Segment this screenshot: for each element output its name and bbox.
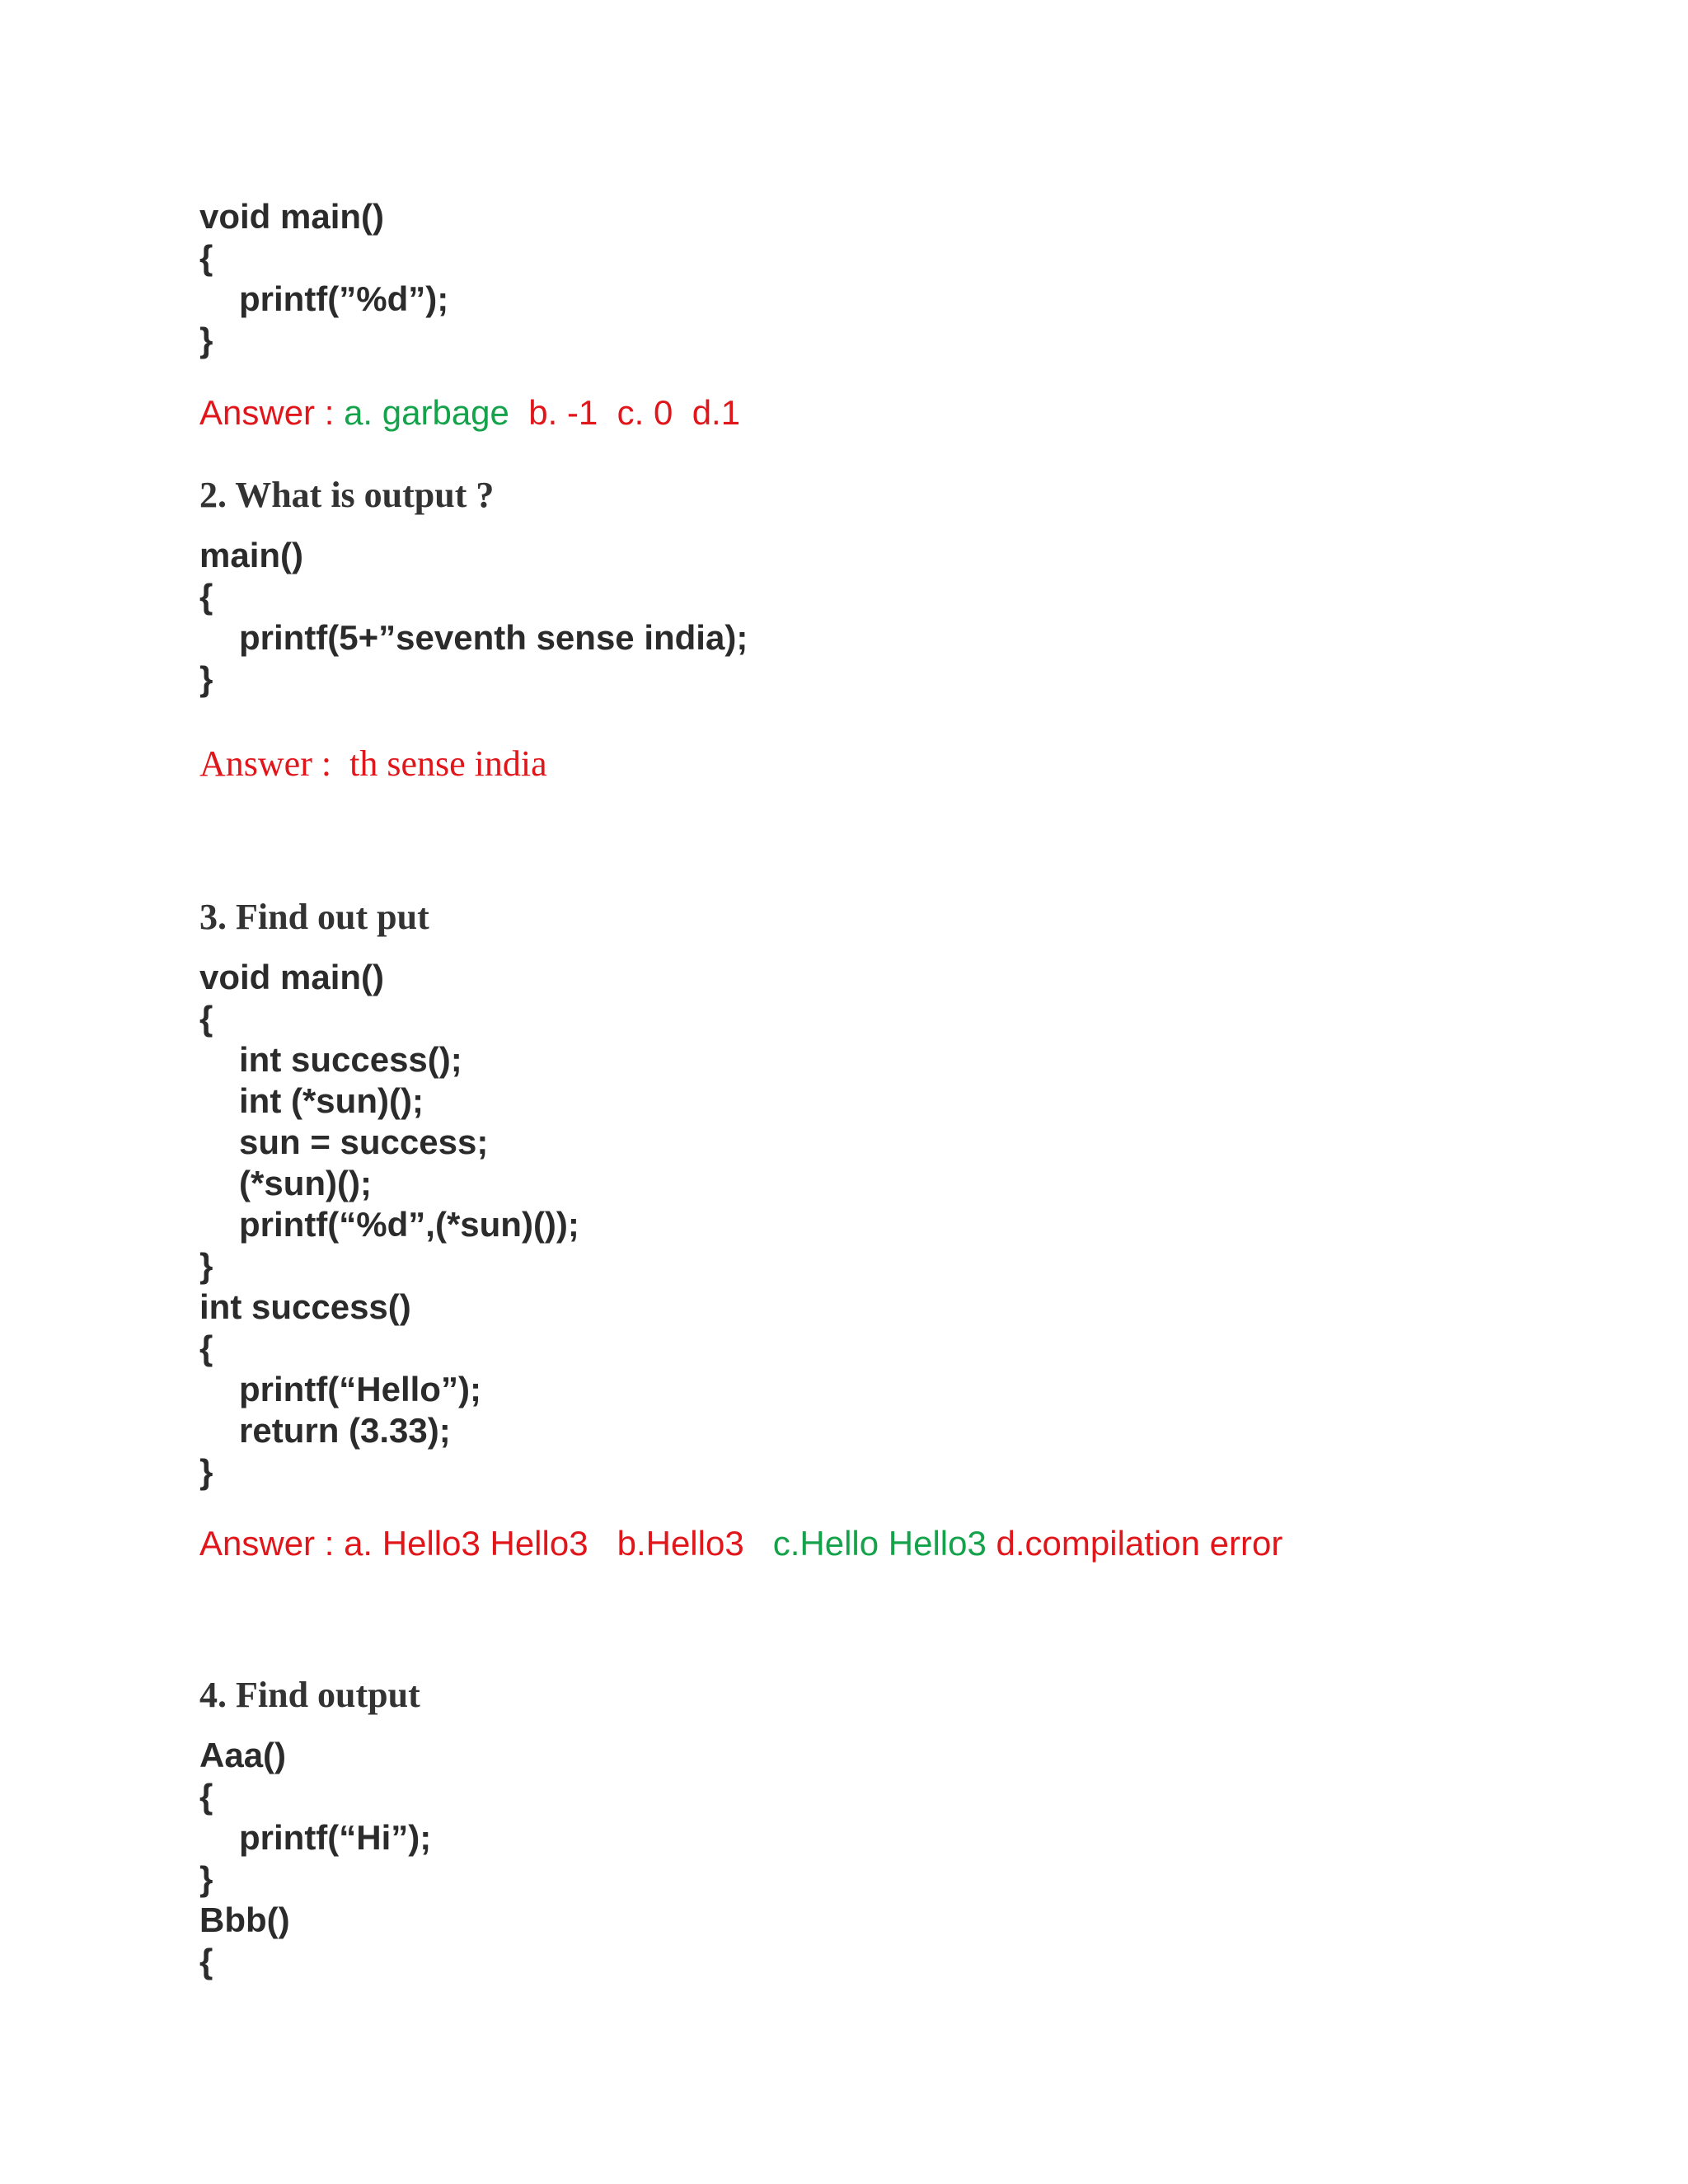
code-line: } — [199, 659, 213, 698]
code-line: int success() — [199, 1287, 411, 1326]
q4-title: 4. Find output — [199, 1675, 420, 1715]
q1-code-block — [199, 196, 448, 361]
code-line: } — [199, 1246, 213, 1285]
answer-option-d: d.compilation error — [996, 1524, 1283, 1563]
code-line: { — [199, 1777, 213, 1816]
answer-option-a: a. garbage — [344, 393, 509, 432]
answer-label: Answer : — [199, 393, 345, 432]
code-line: { — [199, 577, 213, 616]
answer-label: Answer : — [199, 1524, 345, 1563]
code-line: int (*sun)(); — [239, 1081, 424, 1120]
answer-option-b: b.Hello3 — [617, 1524, 744, 1563]
code-line: printf(“Hello”); — [239, 1370, 481, 1408]
q4-code-block — [199, 1735, 431, 1982]
code-line: Aaa() — [199, 1736, 287, 1774]
code-line: { — [199, 999, 213, 1038]
code-line: } — [199, 1452, 213, 1491]
q1-answer — [199, 392, 740, 434]
q3-code-block — [199, 957, 579, 1493]
code-line: printf(5+”seventh sense india); — [239, 618, 748, 657]
q2-title: 2. What is output ? — [199, 475, 495, 515]
code-line: return (3.33); — [239, 1411, 451, 1450]
answer-option-d: d.1 — [692, 393, 741, 432]
code-line: Bbb() — [199, 1900, 290, 1939]
answer-option-c: c. 0 — [617, 393, 673, 432]
q2-code-block — [199, 535, 748, 700]
q2-answer — [199, 743, 547, 785]
answer-option-c: c.Hello Hello3 — [772, 1524, 987, 1563]
answer-option-b: b. -1 — [528, 393, 598, 432]
answer-option-a: a. Hello3 Hello3 — [344, 1524, 588, 1563]
code-line: { — [199, 1942, 213, 1980]
q3-answer — [199, 1523, 1282, 1564]
code-line: } — [199, 1859, 213, 1898]
code-line: void main() — [199, 197, 385, 236]
code-line: void main() — [199, 958, 385, 996]
code-line: sun = success; — [239, 1122, 489, 1161]
code-line: } — [199, 321, 213, 359]
code-line: { — [199, 1329, 213, 1367]
answer-text: th sense india — [349, 743, 547, 784]
q3-title: 3. Find out put — [199, 897, 429, 937]
code-line: (*sun)(); — [239, 1164, 372, 1202]
code-line: printf(“%d”,(*sun)()); — [239, 1205, 579, 1244]
code-line: printf(”%d”); — [239, 279, 449, 318]
code-line: int success(); — [239, 1040, 462, 1079]
code-line: { — [199, 238, 213, 277]
code-line: printf(“Hi”); — [239, 1818, 432, 1857]
code-line: main() — [199, 536, 303, 574]
answer-label: Answer : — [199, 743, 332, 784]
